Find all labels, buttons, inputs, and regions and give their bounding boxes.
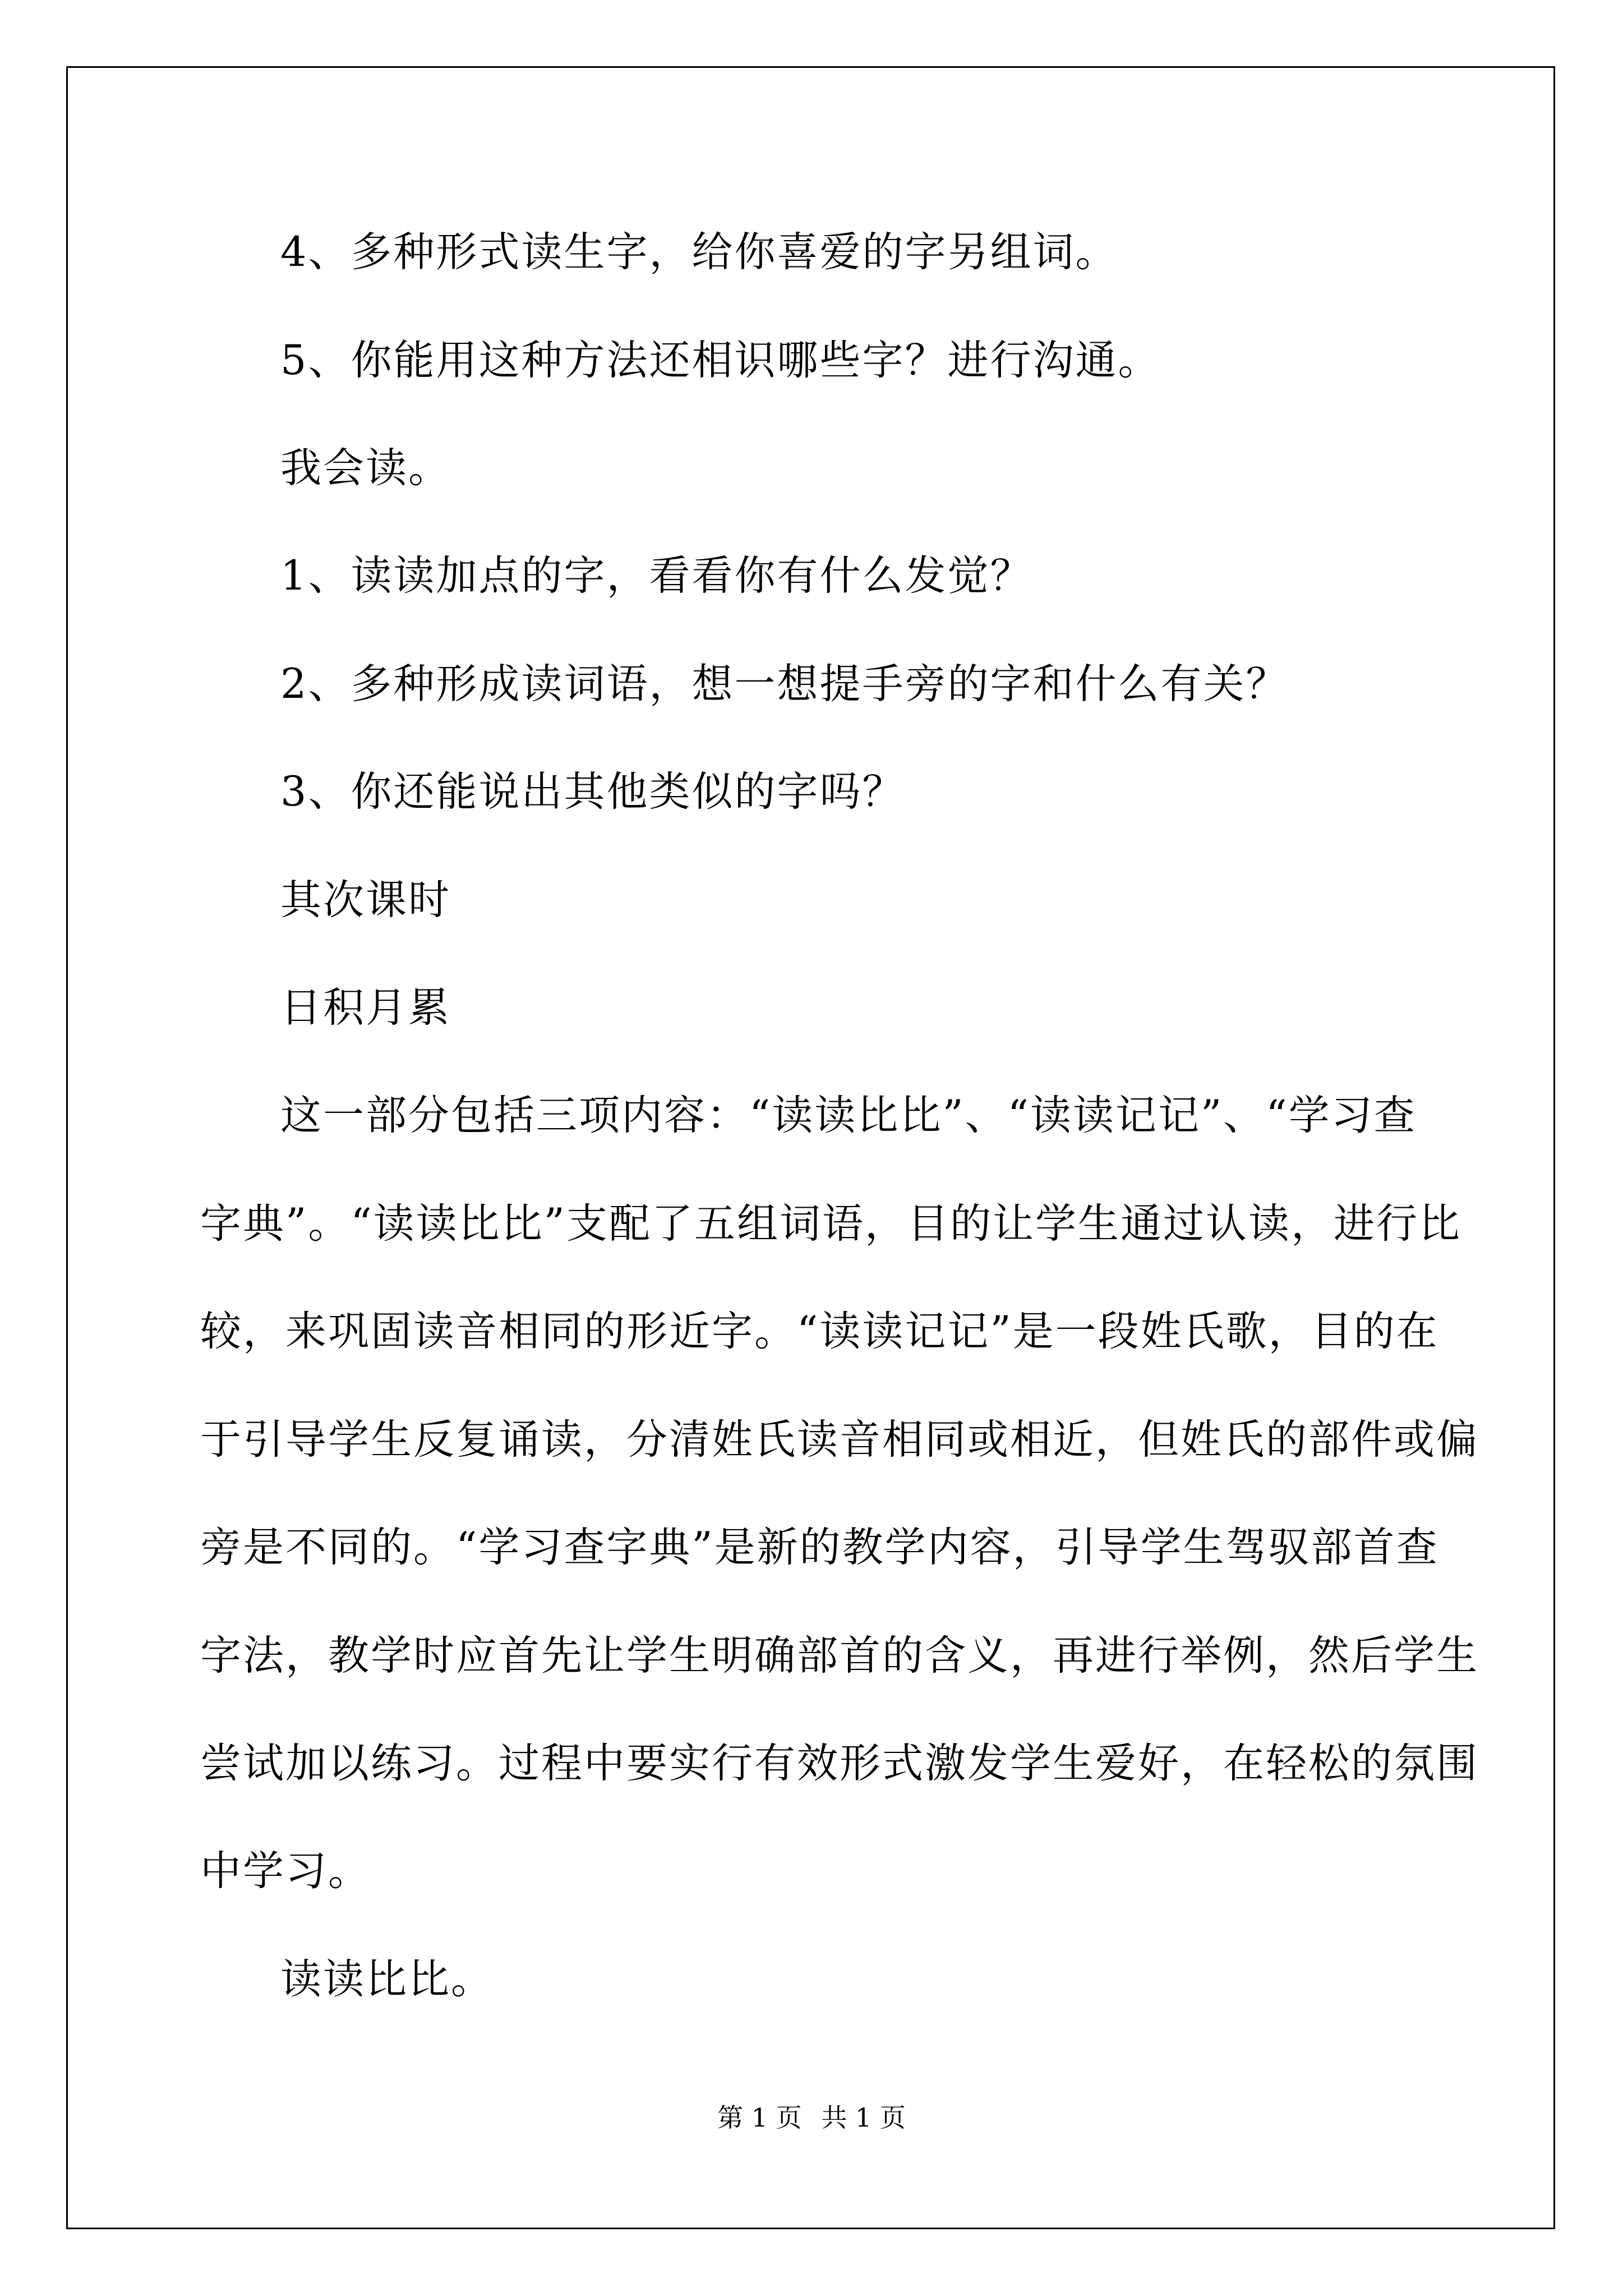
paragraph-line: 旁是不同的。“学习查字典”是新的教学内容，引导学生驾驭部首查: [200, 1524, 1439, 1571]
text-line-heading-read: 我会读。: [280, 444, 451, 492]
text-line-item-5: 5、你能用这种方法还相识哪些字？进行沟通。: [280, 337, 1161, 384]
paragraph-line: 尝试加以练习。过程中要实行有效形式激发学生爱好，在轻松的氛围: [200, 1740, 1479, 1787]
page-border: [66, 66, 1555, 2229]
paragraph-line: 这一部分包括三项内容：“读读比比”、“读读记记”、“学习查: [280, 1092, 1417, 1139]
text-line-item-1: 1、读读加点的字，看看你有什么发觉？: [280, 552, 1033, 600]
text-line-item-3: 3、你还能说出其他类似的字吗？: [280, 768, 905, 816]
paragraph-line: 中学习。: [200, 1847, 371, 1895]
paragraph-line: 字典”。“读读比比”支配了五组词语，目的让学生通过认读，进行比: [200, 1200, 1461, 1248]
page-total: 共 1 页: [821, 2102, 906, 2133]
paragraph-line: 于引导学生反复诵读，分清姓氏读音相同或相近，但姓氏的部件或偏: [200, 1416, 1479, 1464]
text-line-item-4: 4、多种形式读生字，给你喜爱的字另组词。: [280, 228, 1118, 276]
text-line-item-2: 2、多种形成读词语，想一想提手旁的字和什么有关？: [280, 660, 1289, 708]
page-footer: [0, 2101, 1623, 2134]
paragraph-line: 字法，教学时应首先让学生明确部首的含义，再进行举例，然后学生: [200, 1632, 1479, 1680]
page-number: 第 1 页: [717, 2102, 802, 2133]
text-line-section-second-lesson: 其次课时: [280, 876, 451, 924]
text-line-read-compare: 读读比比。: [280, 1955, 494, 2003]
paragraph-line: 较，来巩固读音相同的形近字。“读读记记”是一段姓氏歌，目的在: [200, 1308, 1439, 1355]
text-line-section-accumulate: 日积月累: [280, 984, 451, 1032]
